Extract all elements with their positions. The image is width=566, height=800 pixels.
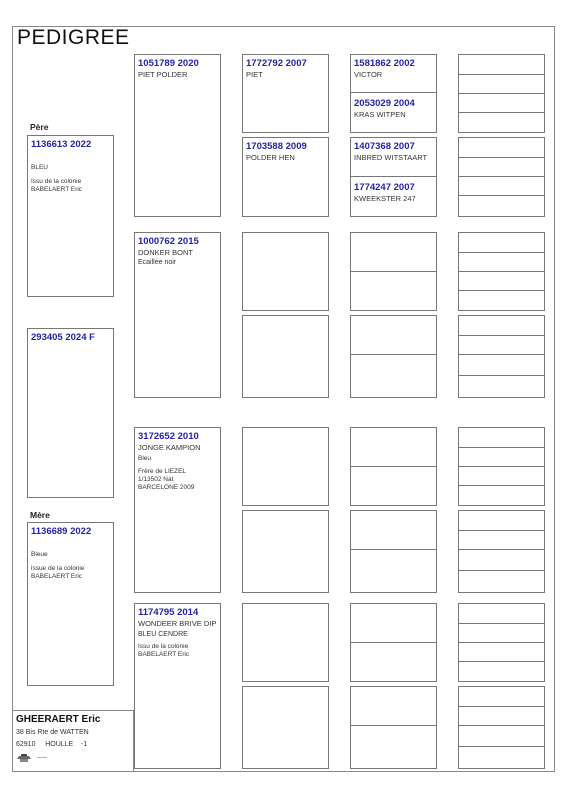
gen3-card-empty [242,603,329,682]
owner-phone: ----- [37,755,47,761]
gen4-divider [351,92,436,93]
gen2-ring: 1000762 2015 [138,236,199,247]
father-ring: 1136613 2022 [31,139,92,150]
dam-label: Mère [30,510,50,520]
father-color: BLEU [31,164,48,171]
gen4-card-empty [350,315,437,398]
gen4-name: INBRED WITSTAART [354,153,428,162]
phone-icon [16,753,32,763]
mother-note: issue de la colonie BABELAERT Eric [31,565,85,580]
gen3-name: POLDER HEN [246,153,295,162]
gen2-name: WONDEER BRIVE DIP [138,619,217,628]
owner-address: 38 Bis Rte de WATTEN [16,729,89,736]
gen5-divider [459,661,544,662]
gen2-name: PIET POLDER [138,70,188,79]
gen4-card-2 [350,137,437,217]
gen5-divider [459,623,544,624]
gen4-name: KWEEKSTER 247 [354,194,416,203]
gen5-divider [459,157,544,158]
gen4-card-1 [350,54,437,133]
gen5-divider [459,74,544,75]
gen2-card-2 [134,232,221,398]
page-title: PEDIGREE [17,26,130,49]
gen5-divider [459,93,544,94]
owner-phone-row [16,753,129,763]
gen5-divider [459,290,544,291]
gen5-divider [459,271,544,272]
gen4-ring: 1581862 2002 [354,58,415,69]
gen4-ring: 1774247 2007 [354,182,415,193]
gen2-note: Ecaillée noir [138,259,177,266]
gen3-card-empty [242,510,329,593]
gen4-divider [351,271,436,272]
gen2-note-2: Issu de la colonie BABELAERT Eric [138,643,190,658]
father-card [27,135,114,297]
gen4-card-empty [350,510,437,593]
mother-ring: 1136689 2022 [31,526,92,537]
owner-postal: 62910 [16,741,36,748]
gen5-divider [459,176,544,177]
gen5-divider [459,252,544,253]
gen4-card-empty [350,232,437,311]
gen4-ring: 2053029 2004 [354,98,415,109]
gen5-divider [459,447,544,448]
gen5-divider [459,485,544,486]
gen3-ring: 1772792 2007 [246,58,307,69]
gen4-ring: 1407368 2007 [354,141,415,152]
gen5-divider [459,570,544,571]
gen5-divider [459,642,544,643]
subject-ring: 293405 2024 F [31,332,95,343]
gen3-card-empty [242,232,329,311]
gen4-card-empty [350,427,437,506]
gen4-divider [351,549,436,550]
gen5-card-empty [458,137,545,217]
gen4-card-empty [350,686,437,769]
gen5-card-empty [458,510,545,593]
sire-label: Père [30,122,49,132]
mother-card [27,522,114,686]
gen2-note: BLEU CENDRE [138,631,188,638]
gen4-name: VICTOR [354,70,383,79]
gen5-card-empty [458,232,545,311]
gen5-divider [459,466,544,467]
gen5-divider [459,112,544,113]
gen2-name: JONGE KAMPION [138,443,201,452]
gen5-divider [459,354,544,355]
gen5-divider [459,549,544,550]
gen5-divider [459,706,544,707]
gen2-card-3 [134,427,221,593]
owner-name: GHEERAERT Eric [16,714,101,725]
gen5-card-empty [458,603,545,682]
gen2-name: DONKER BONT [138,248,194,257]
gen4-divider [351,725,436,726]
gen5-divider [459,725,544,726]
gen5-divider [459,375,544,376]
gen4-divider [351,642,436,643]
gen2-ring: 1051789 2020 [138,58,199,69]
gen5-card-empty [458,427,545,506]
gen2-ring: 3172652 2010 [138,431,199,442]
owner-block [12,710,134,772]
gen4-name: KRAS WITPEN [354,110,406,119]
gen4-divider [351,354,436,355]
gen5-divider [459,195,544,196]
gen3-card-1 [242,54,329,133]
gen2-ring: 1174795 2014 [138,607,199,618]
gen5-divider [459,530,544,531]
gen5-card-empty [458,315,545,398]
gen4-divider [351,176,436,177]
gen4-card-empty [350,603,437,682]
gen3-name: PIET [246,70,263,79]
owner-locality [16,741,129,748]
gen5-divider [459,746,544,747]
gen5-card-empty [458,54,545,133]
gen4-divider [351,466,436,467]
gen3-ring: 1703588 2009 [246,141,307,152]
father-note: Issu de la colonie BABELAERT Eric [31,178,83,193]
owner-code: -1 [81,741,88,748]
gen2-card-1 [134,54,221,217]
subject-card [27,328,114,498]
gen3-card-2 [242,137,329,217]
gen3-card-empty [242,427,329,506]
gen2-note-2: Frère de LIEZEL 1/13502 Nat BARCELONE 2009 [138,468,195,491]
gen3-card-empty [242,315,329,398]
gen2-card-4 [134,603,221,769]
gen3-card-empty [242,686,329,769]
gen5-card-empty [458,686,545,769]
owner-city: HOULLE [45,741,74,748]
gen5-divider [459,335,544,336]
mother-color: Bleue [31,551,48,558]
gen2-note: Bleu [138,455,152,462]
